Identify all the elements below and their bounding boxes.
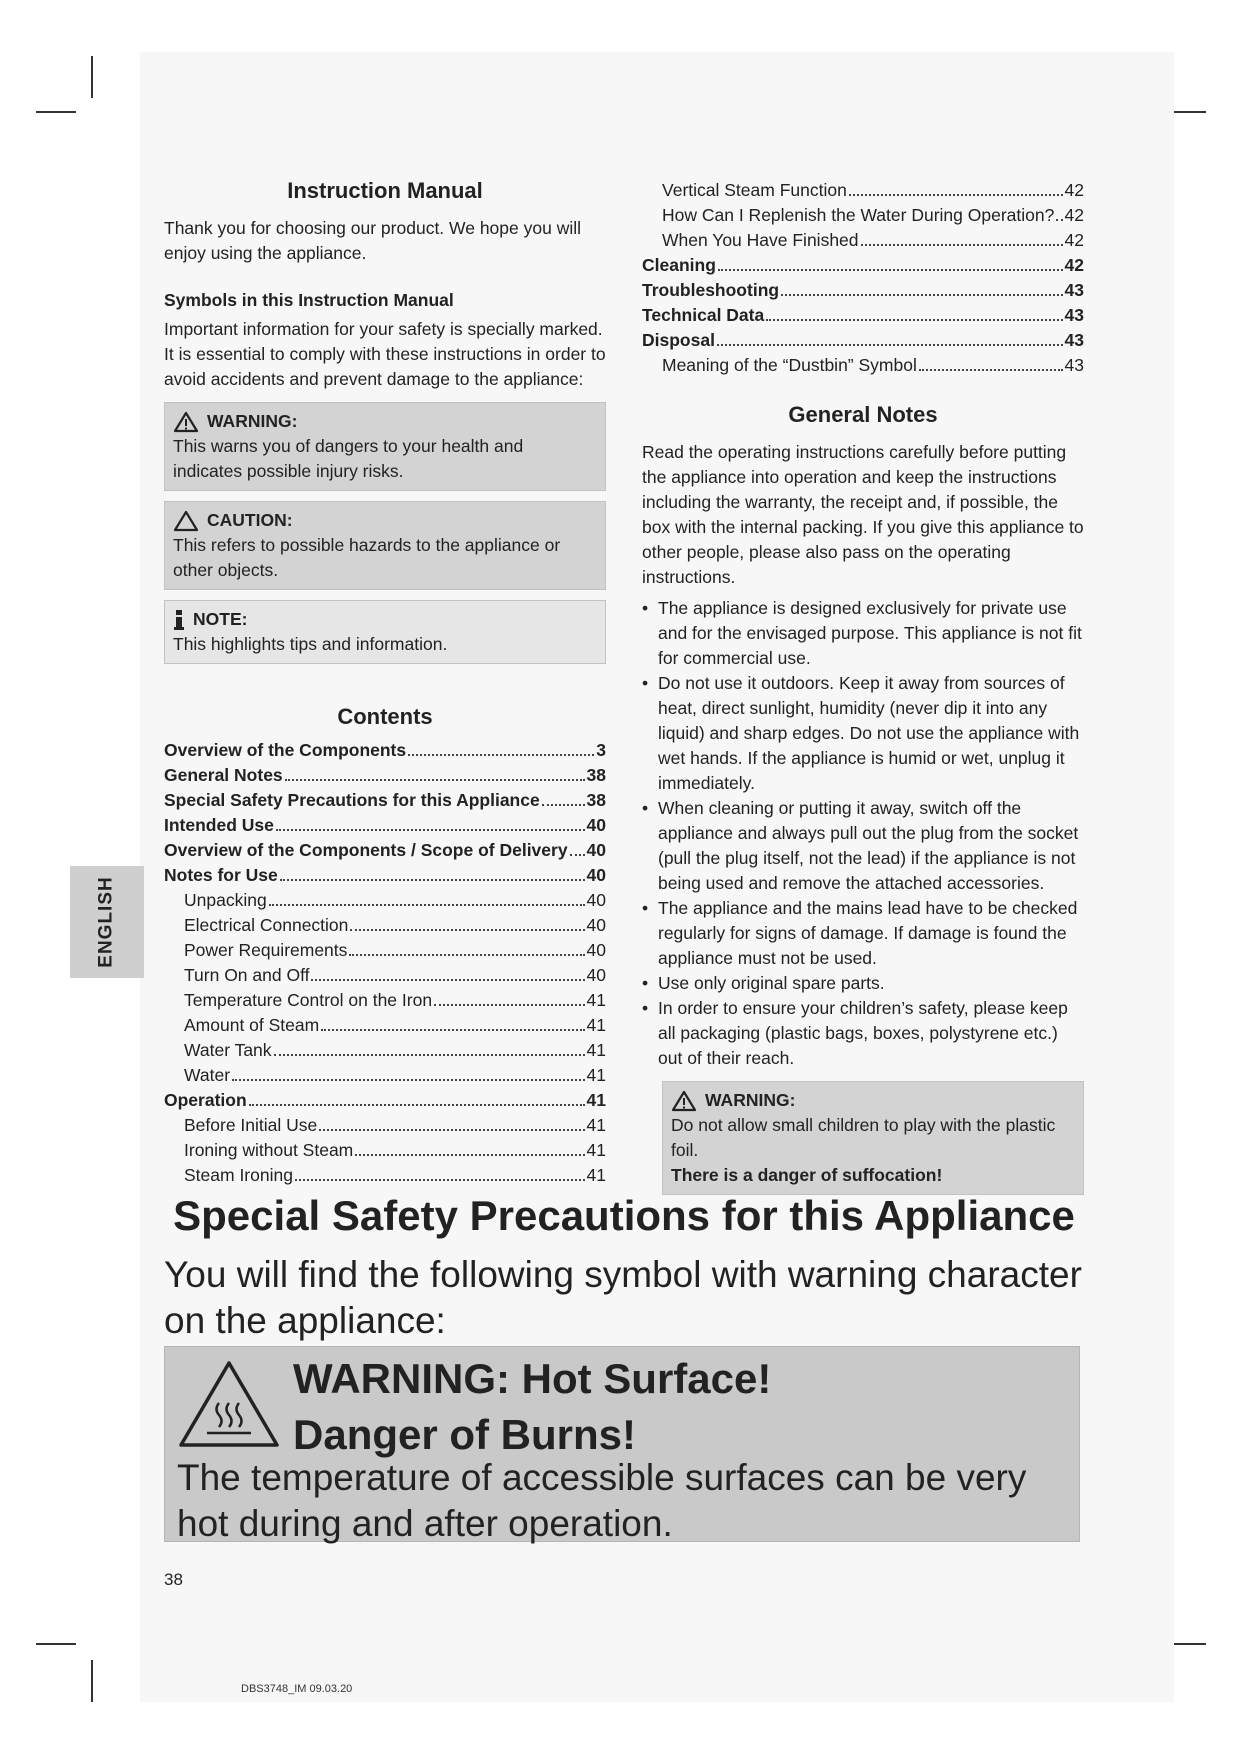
toc-row[interactable]: [164, 913, 606, 938]
warning-text: Do not allow small children to play with the plastic foil.: [671, 1115, 1056, 1160]
toc-label: When You Have Finished: [662, 230, 859, 250]
toc-label: Operation: [164, 1090, 247, 1110]
toc-row[interactable]: [164, 1088, 606, 1113]
symbols-paragraph-2: It is essential to comply with these instructions in order to avoid accidents and prevent damage to the appliance:: [164, 344, 606, 389]
toc-row[interactable]: [164, 813, 606, 838]
caution-box: [164, 501, 606, 590]
warning-triangle-icon: [173, 411, 199, 433]
list-item: • Use only original spare parts.: [642, 971, 1084, 996]
table-of-contents-left: [164, 738, 606, 1188]
toc-label: Cleaning: [642, 255, 716, 275]
warning-text: This warns you of dangers to your health and indicates possible injury risks.: [173, 436, 524, 481]
hot-surface-icon: [177, 1359, 281, 1449]
toc-label: Before Initial Use: [184, 1115, 318, 1135]
list-item: • When cleaning or putting it away, switch off the appliance and always pull out the plug from the socket (pull the plug itself, not the lead) if the appliance is not being used and remove the attached accessories.: [642, 796, 1084, 896]
safety-section-subtitle: You will find the following symbol with warning character on the appliance:: [164, 1254, 1082, 1341]
caution-text: This refers to possible hazards to the appliance or other objects.: [173, 535, 561, 580]
info-icon: [173, 610, 185, 630]
toc-page: 40: [586, 890, 606, 910]
footer-code: DBS3748_IM 09.03.20: [241, 1683, 353, 1695]
note-label: NOTE:: [193, 609, 248, 629]
toc-label: Overview of the Components / Scope of Delivery: [164, 840, 568, 860]
toc-row[interactable]: [164, 1113, 606, 1138]
toc-row[interactable]: [164, 738, 606, 763]
toc-label: Meaning of the “Dustbin” Symbol: [662, 355, 917, 375]
symbols-paragraph-1: Important information for your safety is specially marked.: [164, 319, 603, 339]
toc-label: Amount of Steam: [184, 1015, 320, 1035]
toc-row[interactable]: [164, 863, 606, 888]
toc-row[interactable]: [164, 788, 606, 813]
hot-surface-line-2: Danger of Burns!: [293, 1411, 637, 1458]
toc-row[interactable]: [642, 203, 1084, 228]
toc-label: Special Safety Precautions for this Appliance: [164, 790, 540, 810]
toc-page: 42: [1064, 230, 1084, 250]
note-text: This highlights tips and information.: [173, 634, 448, 654]
toc-page: 43: [1064, 330, 1084, 350]
toc-row[interactable]: [164, 963, 606, 988]
bullet-text: Use only original spare parts.: [658, 973, 885, 993]
toc-row[interactable]: [164, 1038, 606, 1063]
toc-label: General Notes: [164, 765, 283, 785]
left-column: [164, 176, 606, 1188]
crop-mark: [91, 56, 93, 98]
list-item: • In order to ensure your children’s safety, please keep all packaging (plastic bags, boxes, polystyrene etc.) out of their reach.: [642, 996, 1084, 1071]
list-item: • The appliance and the mains lead have to be checked regularly for signs of damage. If damage is found the appliance must not be used.: [642, 896, 1084, 971]
table-of-contents-right: [642, 178, 1084, 378]
toc-label: Steam Ironing: [184, 1165, 293, 1185]
hot-surface-text: The temperature of accessible surfaces can be very hot during and after operation.: [177, 1457, 1027, 1544]
toc-page: 42: [1064, 205, 1084, 225]
toc-page: 41: [586, 1115, 606, 1135]
toc-label: Turn On and Off: [184, 965, 310, 985]
caution-triangle-icon: [173, 510, 199, 532]
toc-page: 41: [586, 1165, 606, 1185]
toc-label: Technical Data: [642, 305, 765, 325]
toc-page: 43: [1064, 280, 1084, 300]
toc-label: How Can I Replenish the Water During Operation?: [662, 205, 1055, 225]
bullet-text: Do not use it outdoors. Keep it away from sources of heat, direct sunlight, humidity (never dip it into any liquid) and sharp edges. Do not use the appliance with wet hands. If the appliance is humid or wet, unplug it immediately.: [658, 673, 1080, 793]
warning-bold-text: There is a danger of suffocation!: [671, 1165, 943, 1185]
toc-page: 41: [586, 1090, 606, 1110]
toc-row[interactable]: [642, 303, 1084, 328]
toc-row[interactable]: [164, 1013, 606, 1038]
toc-page: 38: [586, 790, 606, 810]
contents-title: Contents: [337, 704, 433, 729]
warning-triangle-icon: [671, 1090, 697, 1112]
toc-row[interactable]: [164, 888, 606, 913]
toc-page: 40: [586, 965, 606, 985]
toc-label: Power Requirements: [184, 940, 348, 960]
toc-row[interactable]: [164, 1163, 606, 1188]
bullet-text: The appliance and the mains lead have to be checked regularly for signs of damage. If damage is found the appliance must not be used.: [658, 898, 1078, 968]
toc-page: 40: [586, 840, 606, 860]
toc-label: Temperature Control on the Iron: [184, 990, 433, 1010]
toc-label: Overview of the Components: [164, 740, 407, 760]
toc-page: 38: [586, 765, 606, 785]
list-item: • Do not use it outdoors. Keep it away from sources of heat, direct sunlight, humidity (never dip it into any liquid) and sharp edges. Do not use the appliance with wet hands. If the appliance is humid or wet, unplug it immediately.: [642, 671, 1084, 796]
toc-page: 41: [586, 1015, 606, 1035]
toc-page: 40: [586, 915, 606, 935]
toc-page: 42: [1064, 180, 1084, 200]
toc-page: 42: [1064, 255, 1084, 275]
general-notes-intro: Read the operating instructions carefully before putting the appliance into operation and keep the instructions including the warranty, the receipt and, if possible, the box with the internal packing. If you give this appliance to other people, please also pass on the operating instructions.: [642, 442, 1084, 587]
warning-label: WARNING:: [705, 1090, 796, 1110]
crop-mark: [36, 1643, 76, 1645]
toc-label: Intended Use: [164, 815, 274, 835]
list-item: • The appliance is designed exclusively for private use and for the envisaged purpose. This appliance is not fit for commercial use.: [642, 596, 1084, 671]
toc-label: Water: [184, 1065, 231, 1085]
toc-row[interactable]: [164, 838, 606, 863]
toc-page: 41: [586, 990, 606, 1010]
caution-label: CAUTION:: [207, 510, 293, 530]
toc-page: 40: [586, 940, 606, 960]
toc-row[interactable]: [164, 1063, 606, 1088]
toc-row[interactable]: [642, 253, 1084, 278]
toc-row[interactable]: [642, 353, 1084, 378]
toc-page: 43: [1064, 305, 1084, 325]
toc-page: 3: [596, 740, 606, 760]
toc-row[interactable]: [164, 938, 606, 963]
general-notes-title: General Notes: [788, 402, 938, 427]
suffocation-warning-box: [662, 1081, 1084, 1195]
symbols-heading: Symbols in this Instruction Manual: [164, 290, 454, 310]
page-number: 38: [164, 1570, 183, 1589]
toc-label: Ironing without Steam: [184, 1140, 354, 1160]
language-label: ENGLISH: [96, 876, 118, 968]
toc-row[interactable]: [164, 988, 606, 1013]
crop-mark: [36, 111, 76, 113]
toc-page: 40: [586, 865, 606, 885]
toc-label: Notes for Use: [164, 865, 278, 885]
toc-page: 41: [586, 1065, 606, 1085]
intro-text: Thank you for choosing our product. We hope you will enjoy using the appliance.: [164, 218, 581, 263]
toc-label: Unpacking: [184, 890, 267, 910]
toc-row[interactable]: [164, 1138, 606, 1163]
toc-page: 41: [586, 1040, 606, 1060]
hot-surface-warning-box: [164, 1346, 1080, 1542]
warning-label: WARNING:: [207, 411, 298, 431]
toc-label: Electrical Connection: [184, 915, 349, 935]
toc-row[interactable]: [164, 763, 606, 788]
toc-page: 41: [586, 1140, 606, 1160]
warning-box: [164, 402, 606, 491]
note-box: [164, 600, 606, 664]
toc-label: Disposal: [642, 330, 715, 350]
language-tab: [70, 866, 144, 978]
crop-mark: [91, 1660, 93, 1702]
toc-label: Water Tank: [184, 1040, 272, 1060]
toc-label: Vertical Steam Function: [662, 180, 847, 200]
toc-row[interactable]: [642, 178, 1084, 203]
toc-page: 40: [586, 815, 606, 835]
toc-row[interactable]: [642, 278, 1084, 303]
bullet-text: The appliance is designed exclusively for private use and for the envisaged purpose. This appliance is not fit for commercial use.: [658, 598, 1082, 668]
toc-page: 43: [1064, 355, 1084, 375]
instruction-manual-title: Instruction Manual: [287, 178, 483, 203]
bullet-text: In order to ensure your children’s safety, please keep all packaging (plastic bags, boxes, polystyrene etc.) out of their reach.: [658, 998, 1068, 1068]
toc-row[interactable]: [642, 228, 1084, 253]
right-column: [642, 176, 1084, 1195]
hot-surface-line-1: WARNING: Hot Surface!: [293, 1355, 772, 1402]
toc-label: Troubleshooting: [642, 280, 780, 300]
hot-surface-heading: [293, 1351, 771, 1463]
general-notes-list: [642, 596, 1084, 1071]
bullet-text: When cleaning or putting it away, switch off the appliance and always pull out the plug from the socket (pull the plug itself, not the lead) if the appliance is not being used and remove the attached accessories.: [658, 798, 1079, 893]
toc-row[interactable]: [642, 328, 1084, 353]
safety-section-title: Special Safety Precautions for this Appliance: [173, 1192, 1075, 1239]
